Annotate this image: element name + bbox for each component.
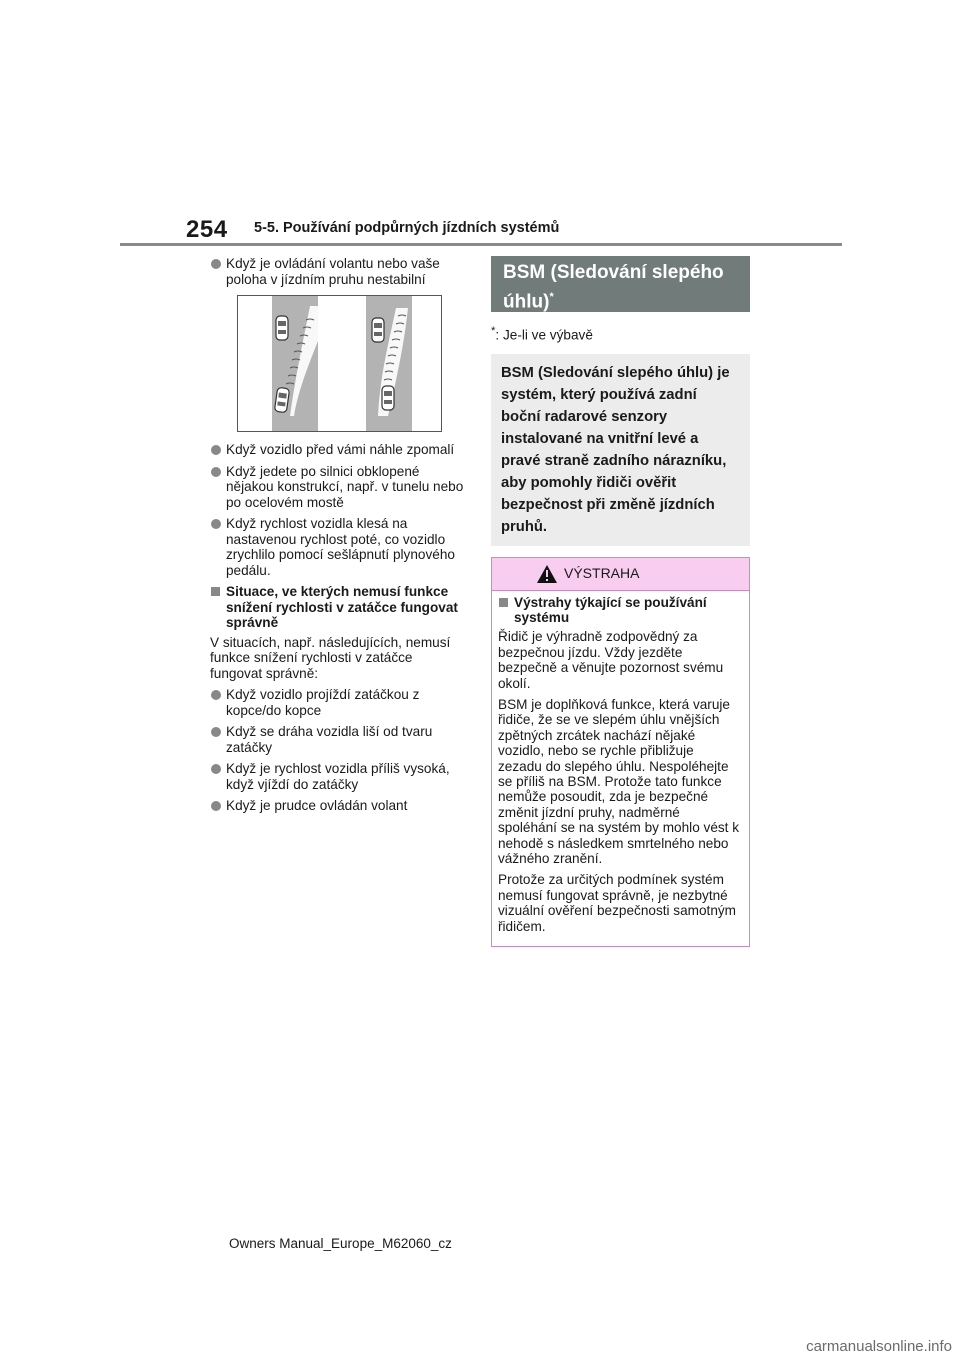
- warning-header: [492, 558, 749, 591]
- warning-paragraph: Protože za určitých podmínek systém nemusí fungovat správně, je nezbytné vizuální ověření bezpečnosti samotným řidičem.: [498, 872, 737, 934]
- list-item: Když vozidlo před vámi náhle zpomalí: [210, 442, 466, 458]
- warning-paragraph: Řidič je výhradně zodpovědný za bezpečnou jízdu. Vždy jezděte bezpečně a věnujte pozornost svému okolí.: [498, 629, 724, 691]
- section-heading: Situace, ve kterých nemusí funkce snížení rychlosti v zatáčce fungovat správně: [210, 584, 466, 631]
- summary-box: BSM (Sledování slepého úhlu) je systém, který používá zadní boční radarové senzory instalované na vnitřní levé a pravé straně zadního nárazníku, aby pomohly řidiči ověřit bezpečnost při změně jízdních pruhů.: [491, 354, 750, 546]
- list-item: Když je prudce ovládán volant: [210, 798, 466, 814]
- warning-triangle-icon: [536, 564, 558, 584]
- footnote: *: Je-li ve výbavě: [491, 325, 593, 343]
- warning-body: [492, 591, 749, 947]
- bullet-icon: [211, 727, 221, 737]
- right-column: [491, 256, 750, 947]
- square-bullet-icon: [499, 598, 508, 607]
- car-icon: [276, 316, 288, 340]
- list-item: Když vozidlo projíždí zatáčkou z kopce/do kopce: [210, 687, 466, 718]
- list-item: Když rychlost vozidla klesá na nastavenou rychlost poté, co vozidlo zrychlilo pomocí sešlápnutí plynového pedálu.: [210, 516, 466, 578]
- list-item: Když je ovládání volantu nebo vaše poloha v jízdním pruhu nestabilní: [210, 256, 466, 287]
- lane-position-illustration: [237, 295, 442, 432]
- bullet-icon: [211, 467, 221, 477]
- list-item: Když je rychlost vozidla příliš vysoká, když vjíždí do zatáčky: [210, 761, 466, 792]
- chapter-title: 5-5. Používání podpůrných jízdních systémů: [254, 220, 560, 236]
- list-item: Když se dráha vozidla liší od tvaru zatáčky: [210, 724, 466, 755]
- warning-label: VÝSTRAHA: [564, 564, 640, 581]
- section-title-bsm: BSM (Sledování slepého úhlu)*: [491, 256, 750, 312]
- left-column: [210, 256, 466, 820]
- car-icon: [372, 318, 384, 342]
- warning-heading: Výstrahy týkající se používání systému: [498, 595, 741, 626]
- footer-watermark: carmanualsonline.info: [806, 1338, 952, 1355]
- bullet-icon: [211, 259, 221, 269]
- section-intro: V situacích, např. následujících, nemusí funkce snížení rychlosti v zatáčce fungovat správně:: [210, 634, 451, 681]
- warning-box: [491, 557, 750, 948]
- bullet-icon: [211, 519, 221, 529]
- bullet-icon: [211, 801, 221, 811]
- square-bullet-icon: [211, 587, 220, 596]
- list-item: Když jedete po silnici obklopené nějakou konstrukcí, např. v tunelu nebo po ocelovém mostě: [210, 464, 466, 511]
- bullet-icon: [211, 690, 221, 700]
- page-number: 254: [186, 216, 228, 243]
- warning-paragraph: BSM je doplňková funkce, která varuje řidiče, že se ve slepém úhlu vnějších zpětných zrcátek nachází nějaké vozidlo, nebo se rychle přibližuje zezadu do slepého úhlu. Nespoléhejte se příliš na BSM. Protože tato funkce nemůže posoudit, zda je bezpečné změnit jízdní pruhy, nadměrné spoléhání se na systém by mohlo vést k nehodě s následkem smrtelného nebo vážného zranění.: [498, 696, 740, 867]
- car-icon: [274, 387, 289, 412]
- bullet-icon: [211, 445, 221, 455]
- car-icon: [382, 386, 394, 410]
- bullet-icon: [211, 764, 221, 774]
- header-rule: [120, 243, 842, 246]
- lane-illustration-svg: [238, 296, 441, 431]
- footer-document-name: Owners Manual_Europe_M62060_cz: [229, 1236, 452, 1251]
